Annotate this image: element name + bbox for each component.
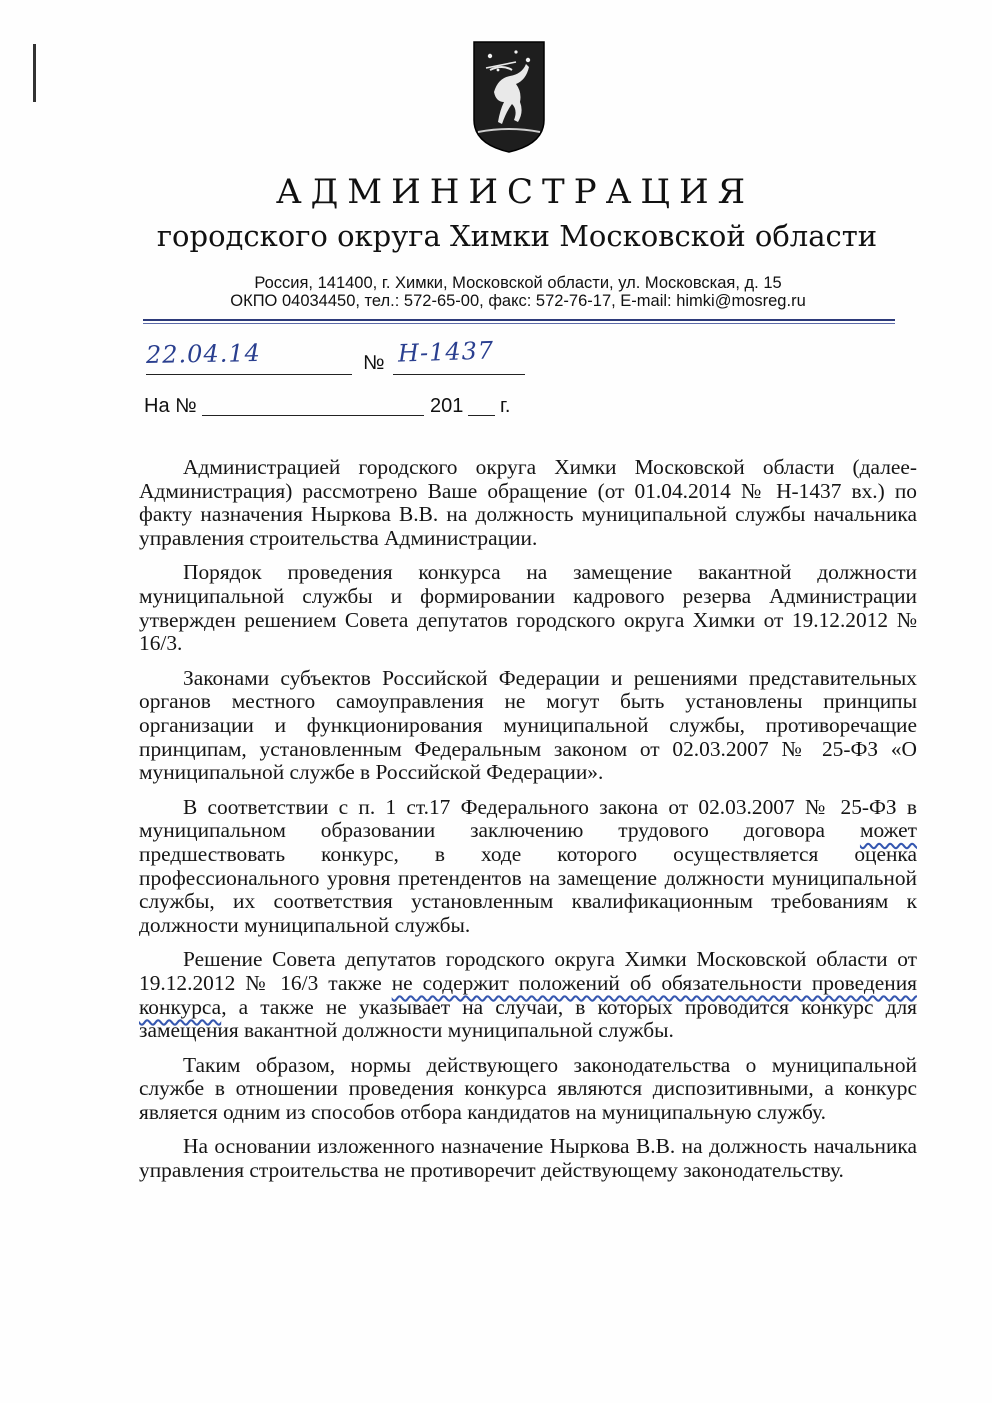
number-blank	[393, 374, 525, 375]
paragraph-3: Законами субъектов Российской Федерации и решениями представительных органов местного самоуправления не могут быть установлены принципы организации и функционирования муниципальной службы, противоречащие принципам, установленным Федеральным законом от 02.03.2007 № 25-ФЗ «О муниципальной службе в Российской Федерации».	[139, 665, 917, 785]
underlined-may: может	[859, 818, 917, 843]
paragraph-4	[139, 796, 917, 938]
reply-blank	[202, 415, 424, 416]
underlined-no-obligation: не содержит положений об обязательности проведения конкурса	[139, 971, 917, 1019]
year-label: 201	[430, 395, 464, 417]
paragraph-4-text: В соответствии с п. 1 ст.17 Федерального закона от 02.03.2007 № 25-ФЗ в муниципальном образовании заключению трудового договора	[139, 794, 917, 843]
year-blank	[468, 415, 495, 416]
letterhead-rule	[143, 319, 895, 321]
contacts-line: ОКПО 04034450, тел.: 572-65-00, факс: 572-76-17, E-mail: himki@mosreg.ru	[230, 292, 806, 310]
paragraph-4-text-rest: предшествовать конкурс, в ходе которого осуществляется оценка профессионального уровня претендентов на замещение должности муниципальной службы, их соответствия установленным квалификационным требованиям к должности муниципальной службы.	[139, 842, 917, 938]
paragraph-6: Таким образом, нормы действующего законодательства о муниципальной службе в отношении проведения конкурса являются диспозитивными, а конкурс является одним из способов отбора кандидатов на муниципальную службу.	[139, 1052, 917, 1125]
address-line: Россия, 141400, г. Химки, Московской области, ул. Московская, д. 15	[254, 274, 782, 292]
paragraph-5-text: Решение Совета депутатов городского округа Химки Московской области от 19.12.2012 № 16/3 также	[139, 947, 917, 996]
date-blank	[146, 374, 352, 375]
letterhead-address	[0, 274, 992, 310]
paragraph-2: Порядок проведения конкурса на замещение вакантной должности муниципальной службы и формировании кадрового резерва Администрации утвержден решением Совета депутатов городского округа Химки от 19.12.2012 № 16/3.	[139, 560, 917, 656]
paragraph-1: Администрацией городского округа Химки Московской области (далее- Администрация) рассмотрено Ваше обращение (от 01.04.2014 № Н-1437 вх.) по факту назначения Ныркова В.В. на должность муниципальной службы начальника управления строительства Администрации.	[139, 455, 917, 551]
handwritten-date: 22.04.14	[145, 338, 262, 370]
year-suffix: г.	[500, 395, 511, 417]
margin-mark	[33, 44, 36, 102]
letterhead-rule-thin	[143, 323, 895, 324]
handwritten-number: Н-1437	[397, 336, 495, 368]
paragraph-5	[139, 948, 917, 1043]
letterhead-subtitle: городского округа Химки Московской области	[156, 219, 878, 253]
paragraph-5-text-rest: , а также не указывает на случаи, в которых проводится конкурс для замещения вакантной должности муниципальной службы.	[139, 994, 917, 1043]
letterhead-title: АДМИНИСТРАЦИЯ	[275, 172, 755, 212]
number-label: №	[363, 352, 385, 374]
letter-body	[139, 456, 917, 1193]
reply-label: На №	[144, 395, 197, 417]
paragraph-7: На основании изложенного назначение Ныркова В.В. на должность начальника управления строительства не противоречит действующему законодательству.	[139, 1134, 917, 1182]
coat-of-arms-emblem	[472, 40, 546, 154]
